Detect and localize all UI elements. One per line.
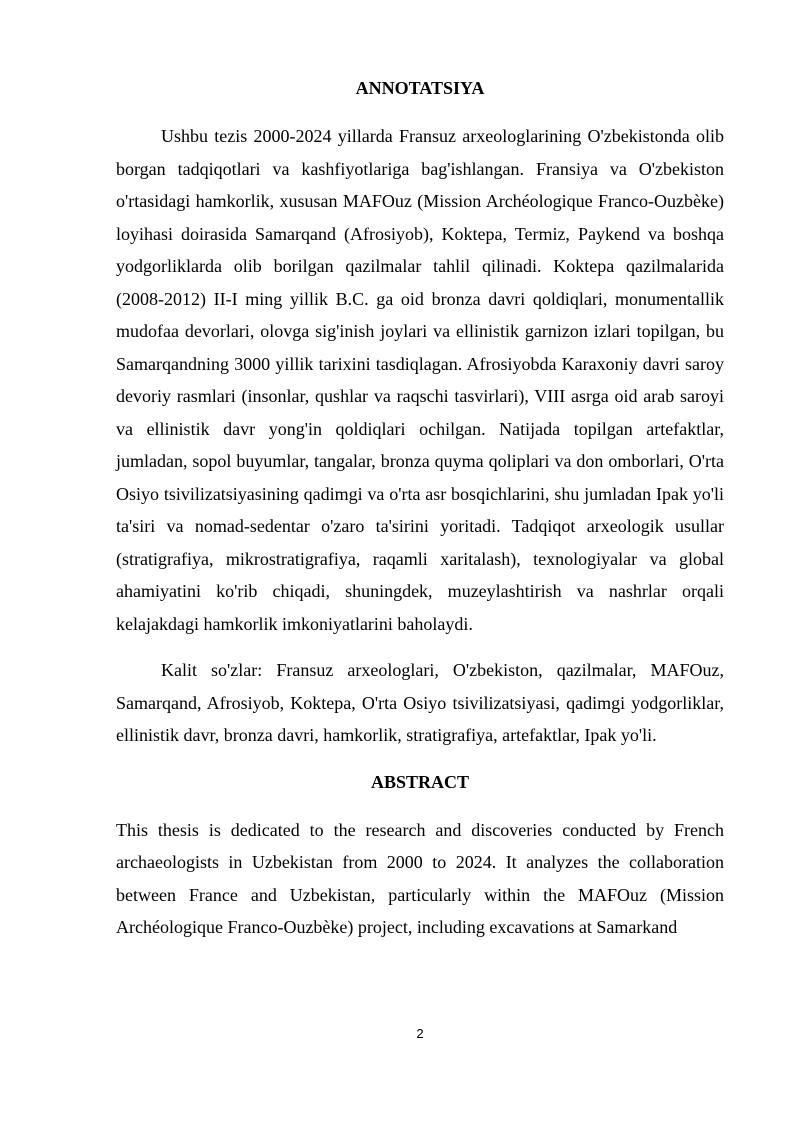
annotation-body: Ushbu tezis 2000-2024 yillarda Fransuz arxeologlarining O'zbekistonda olib borgan tadqiqotlari va kashfiyotlariga bag'ishlangan. Fransiya va O'zbekiston o'rtasidagi hamkorlik, xususan MAFOuz (Mission Archéologique Franco-Ouzbèke) loyihasi doirasida Samarqand (Afrosiyob), Koktepa, Termiz, Paykend va boshqa yodgorliklarda olib borilgan qazilmalar tahlil qilinadi. Koktepa qazilmalarida (2008-2012) II-I ming yillik B.C. ga oid bronza davri qoldiqlari, monumentallik mudofaa devorlari, olovga sig'inish joylari va ellinistik garnizon izlari topilgan, bu Samarqandning 3000 yillik tarixini tasdiqlagan. Afrosiyobda Karaxoniy davri saroy devoriy rasmlari (insonlar, qushlar va raqschi tasvirlari), VIII asrga oid arab saroyi va ellinistik davr yong'in qoldiqlari ochilgan. Natijada topilgan artefaktlar, jumladan, sopol buyumlar, tangalar, bronza quyma qoliplari va don omborlari, O'rta Osiyo tsivilizatsiyasining qadimgi va o'rta asr bosqichlarini, shu jumladan Ipak yo'li ta'siri va nomad-sedentar o'zaro ta'sirini yoritadi. Tadqiqot arxeologik usullar (stratigrafiya, mikrostratigrafiya, raqamli xaritalash), texnologiyalar va global ahamiyatini ko'rib chiqadi, shuningdek, muzeylashtirish va nashrlar orqali kelajakdagi hamkorlik imkoniyatlarini baholaydi. [116,126,724,634]
annotation-keywords: Kalit so'zlar: Fransuz arxeologlari, O'zbekiston, qazilmalar, MAFOuz, Samarqand, Afrosiyob, Koktepa, O'rta Osiyo tsivilizatsiyasi, qadimgi yodgorliklar, ellinistik davr, bronza davri, hamkorlik, stratigrafiya, artefaktlar, Ipak yo'li. [116,660,724,745]
page-number: 2 [416,1026,424,1041]
annotation-heading: ANNOTATSIYA [355,78,485,98]
abstract-body: This thesis is dedicated to the research and discoveries conducted by French archaeologists in Uzbekistan from 2000 to 2024. It analyzes the collaboration between France and Uzbekistan, particularly within the MAFOuz (Mission Archéologique Franco-Ouzbèke) project, including excavations at Samarkand [116,819,724,937]
page-content [116,72,724,944]
abstract-heading: ABSTRACT [370,771,470,792]
